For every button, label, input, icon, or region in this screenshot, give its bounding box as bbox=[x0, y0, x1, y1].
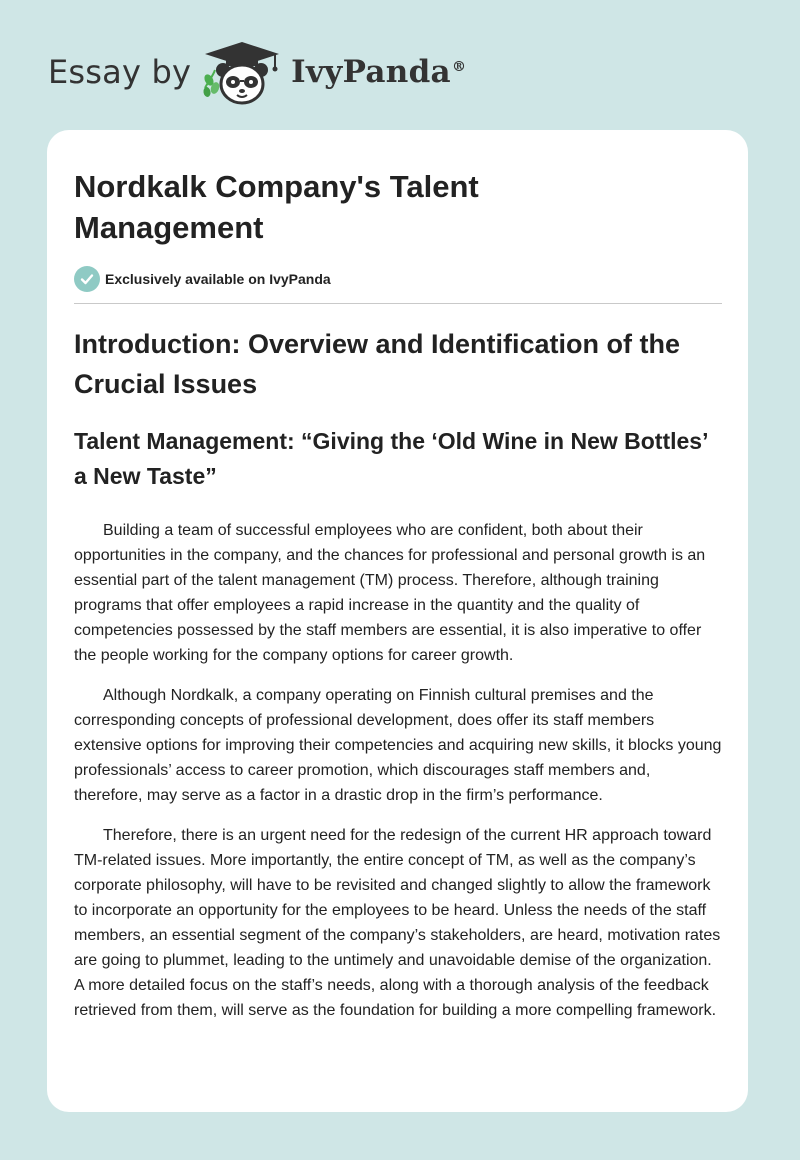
article-card bbox=[47, 130, 748, 1112]
article-content bbox=[74, 166, 722, 1023]
subsection-heading: Talent Management: “Giving the ‘Old Wine in New Bottles’ a New Taste” bbox=[74, 428, 708, 489]
paragraph: Therefore, there is an urgent need for the redesign of the current HR approach toward TM-related issues. More importantly, the entire concept of TM, as well as the company’s corporate philosophy, will have to be revisited and changed slightly to allow the framework to incorporate an opportunity for the employees to be heard. Unless the needs of the staff members, an essential segment of the company’s stakeholders, are heard, motivation rates are going to plummet, leading to the untimely and unavoidable demise of the organization. A more detailed focus on the staff’s needs, along with a thorough analysis of the feedback retrieved from them, will serve as the foundation for building a more compelling framework. bbox=[74, 827, 721, 1019]
section-heading: Introduction: Overview and Identification of the Crucial Issues bbox=[74, 329, 681, 399]
exclusive-badge bbox=[74, 266, 722, 292]
paragraph: Building a team of successful employees who are confident, both about their opportunities in the company, and the chances for professional and personal growth is an essential part of the talent management (TM) process. Therefore, although training programs that offer employees a rapid increase in the quantity and the quality of competencies possessed by the staff members are essential, it is also imperative to offer the people working for the company options for career growth. bbox=[74, 522, 706, 664]
page-title: Nordkalk Company's Talent Management bbox=[74, 169, 479, 245]
paragraph: Although Nordkalk, a company operating on Finnish cultural premises and the corresponding concepts of professional development, does offer its staff members extensive options for improving their competencies and acquiring new skills, it blocks young professionals’ access to career promotion, which discourages staff members and, therefore, may serve as a factor in a drastic drop in the firm’s performance. bbox=[74, 687, 722, 804]
registered-mark: ® bbox=[451, 58, 467, 75]
exclusive-label: Exclusively available on IvyPanda bbox=[105, 271, 331, 287]
divider bbox=[74, 303, 722, 304]
site-header bbox=[48, 36, 466, 108]
check-icon bbox=[74, 266, 100, 292]
essay-by-label: Essay by bbox=[48, 53, 192, 91]
panda-graduate-icon[interactable] bbox=[199, 36, 285, 108]
brand-name[interactable]: IvyPanda® bbox=[291, 54, 467, 90]
